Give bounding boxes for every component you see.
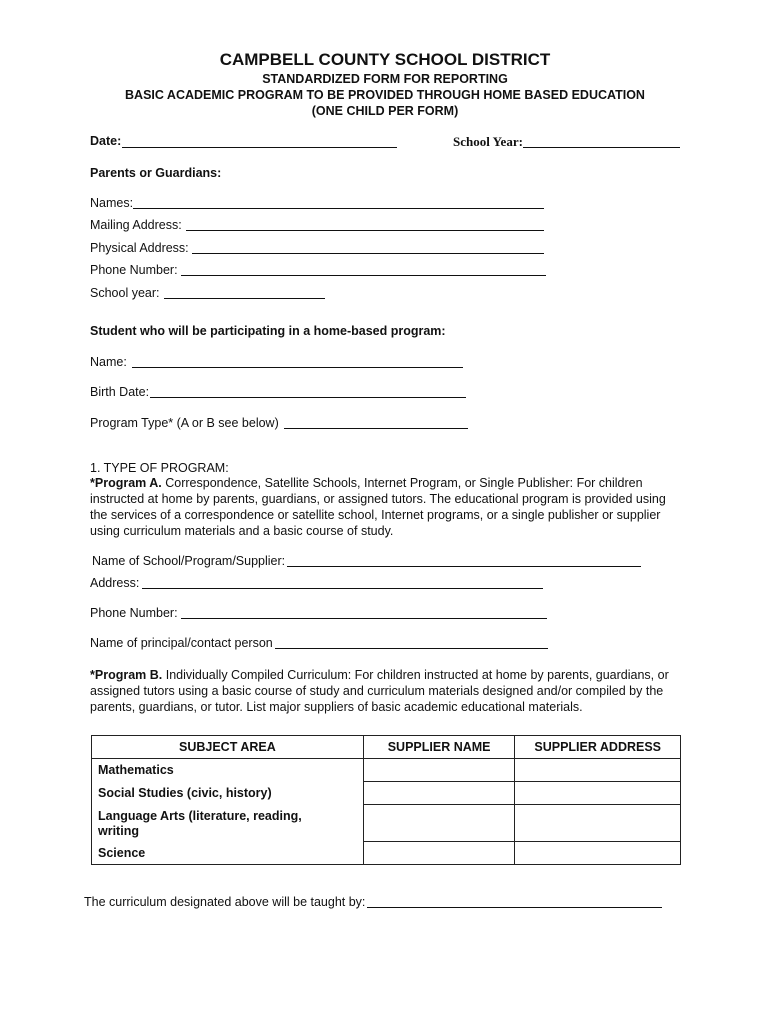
program-phone-label: Phone Number:	[90, 606, 178, 620]
principal-field[interactable]	[275, 648, 548, 649]
physical-address-field[interactable]	[192, 253, 544, 254]
program-a-text: Correspondence, Satellite Schools, Internet Program, or Single Publisher: For children instructed at home by parents, guardians, or assigned tutors. The educational program is provided using the services of a correspondence or satellite school, Internet programs, or a single publisher or supplier using curriculum materials and a basic course of study.	[90, 476, 666, 538]
student-name-label: Name:	[90, 355, 127, 369]
program-b-label: *Program B.	[90, 668, 163, 682]
mailing-address-label: Mailing Address:	[90, 218, 182, 232]
school-name-field[interactable]	[287, 566, 641, 567]
program-b-description	[90, 667, 670, 715]
supplier-name-cell[interactable]	[363, 842, 515, 865]
form-subtitle-program: BASIC ACADEMIC PROGRAM TO BE PROVIDED THROUGH HOME BASED EDUCATION	[125, 88, 645, 102]
subject-label: Science	[98, 845, 146, 860]
subject-science	[92, 842, 364, 865]
curriculum-table	[91, 735, 681, 865]
date-field[interactable]	[122, 147, 397, 148]
supplier-address-cell[interactable]	[515, 759, 681, 782]
names-label: Names:	[90, 196, 134, 210]
parents-heading: Parents or Guardians:	[90, 166, 222, 180]
birth-date-field[interactable]	[150, 397, 466, 398]
table-row	[92, 782, 681, 805]
subject-label: Mathematics	[98, 763, 174, 777]
program-type-label: Program Type* (A or B see below)	[90, 416, 279, 430]
school-year-field[interactable]	[523, 147, 680, 148]
supplier-name-header: SUPPLIER NAME	[363, 736, 515, 759]
student-heading: Student who will be participating in a home-based program:	[90, 324, 446, 338]
taught-by-field[interactable]	[367, 907, 662, 908]
table-row	[92, 805, 681, 842]
principal-label: Name of principal/contact person	[90, 636, 273, 650]
program-a-label: *Program A.	[90, 476, 162, 490]
supplier-name-cell[interactable]	[363, 782, 515, 805]
program-b-text: Individually Compiled Curriculum: For children instructed at home by parents, guardians, or assigned tutors using a basic course of study and curriculum materials designed and/or compiled by the parents, guardians, or tutor. List major suppliers of basic academic educational materials.	[90, 668, 669, 714]
parents-phone-label: Phone Number:	[90, 263, 178, 277]
program-phone-field[interactable]	[181, 618, 547, 619]
program-a-description	[90, 475, 670, 539]
subject-social-studies	[92, 782, 364, 805]
table-row	[92, 842, 681, 865]
table-header-row	[92, 736, 681, 759]
form-title: CAMPBELL COUNTY SCHOOL DISTRICT	[219, 50, 551, 69]
supplier-address-header: SUPPLIER ADDRESS	[515, 736, 681, 759]
program-type-field[interactable]	[284, 428, 468, 429]
program-address-label: Address:	[90, 576, 140, 590]
table-row	[92, 759, 681, 782]
parents-school-year-label: School year:	[90, 286, 160, 300]
supplier-address-cell[interactable]	[515, 805, 681, 842]
form-subtitle: STANDARDIZED FORM FOR REPORTING	[262, 72, 508, 86]
type-of-program-heading: 1. TYPE OF PROGRAM:	[90, 461, 229, 475]
subject-area-header: SUBJECT AREA	[92, 736, 364, 759]
mailing-address-field[interactable]	[186, 230, 544, 231]
physical-address-label: Physical Address:	[90, 241, 189, 255]
school-year-label: School Year:	[453, 134, 523, 149]
subject-label: Language Arts (literature, reading, writing	[98, 808, 302, 838]
subject-label: Social Studies (civic, history)	[98, 785, 272, 800]
parents-phone-field[interactable]	[181, 275, 546, 276]
student-name-field[interactable]	[132, 367, 463, 368]
supplier-address-cell[interactable]	[515, 782, 681, 805]
names-field[interactable]	[133, 208, 544, 209]
supplier-name-cell[interactable]	[363, 805, 515, 842]
taught-by-label: The curriculum designated above will be taught by:	[84, 895, 366, 909]
birth-date-label: Birth Date:	[90, 385, 150, 399]
supplier-address-cell[interactable]	[515, 842, 681, 865]
subject-mathematics	[92, 759, 364, 782]
subject-language-arts	[92, 805, 364, 842]
form-subtitle-note: (ONE CHILD PER FORM)	[311, 104, 459, 118]
parents-school-year-field[interactable]	[164, 298, 325, 299]
date-label: Date:	[90, 134, 122, 148]
supplier-name-cell[interactable]	[363, 759, 515, 782]
school-name-label: Name of School/Program/Supplier:	[92, 554, 286, 568]
program-address-field[interactable]	[142, 588, 543, 589]
